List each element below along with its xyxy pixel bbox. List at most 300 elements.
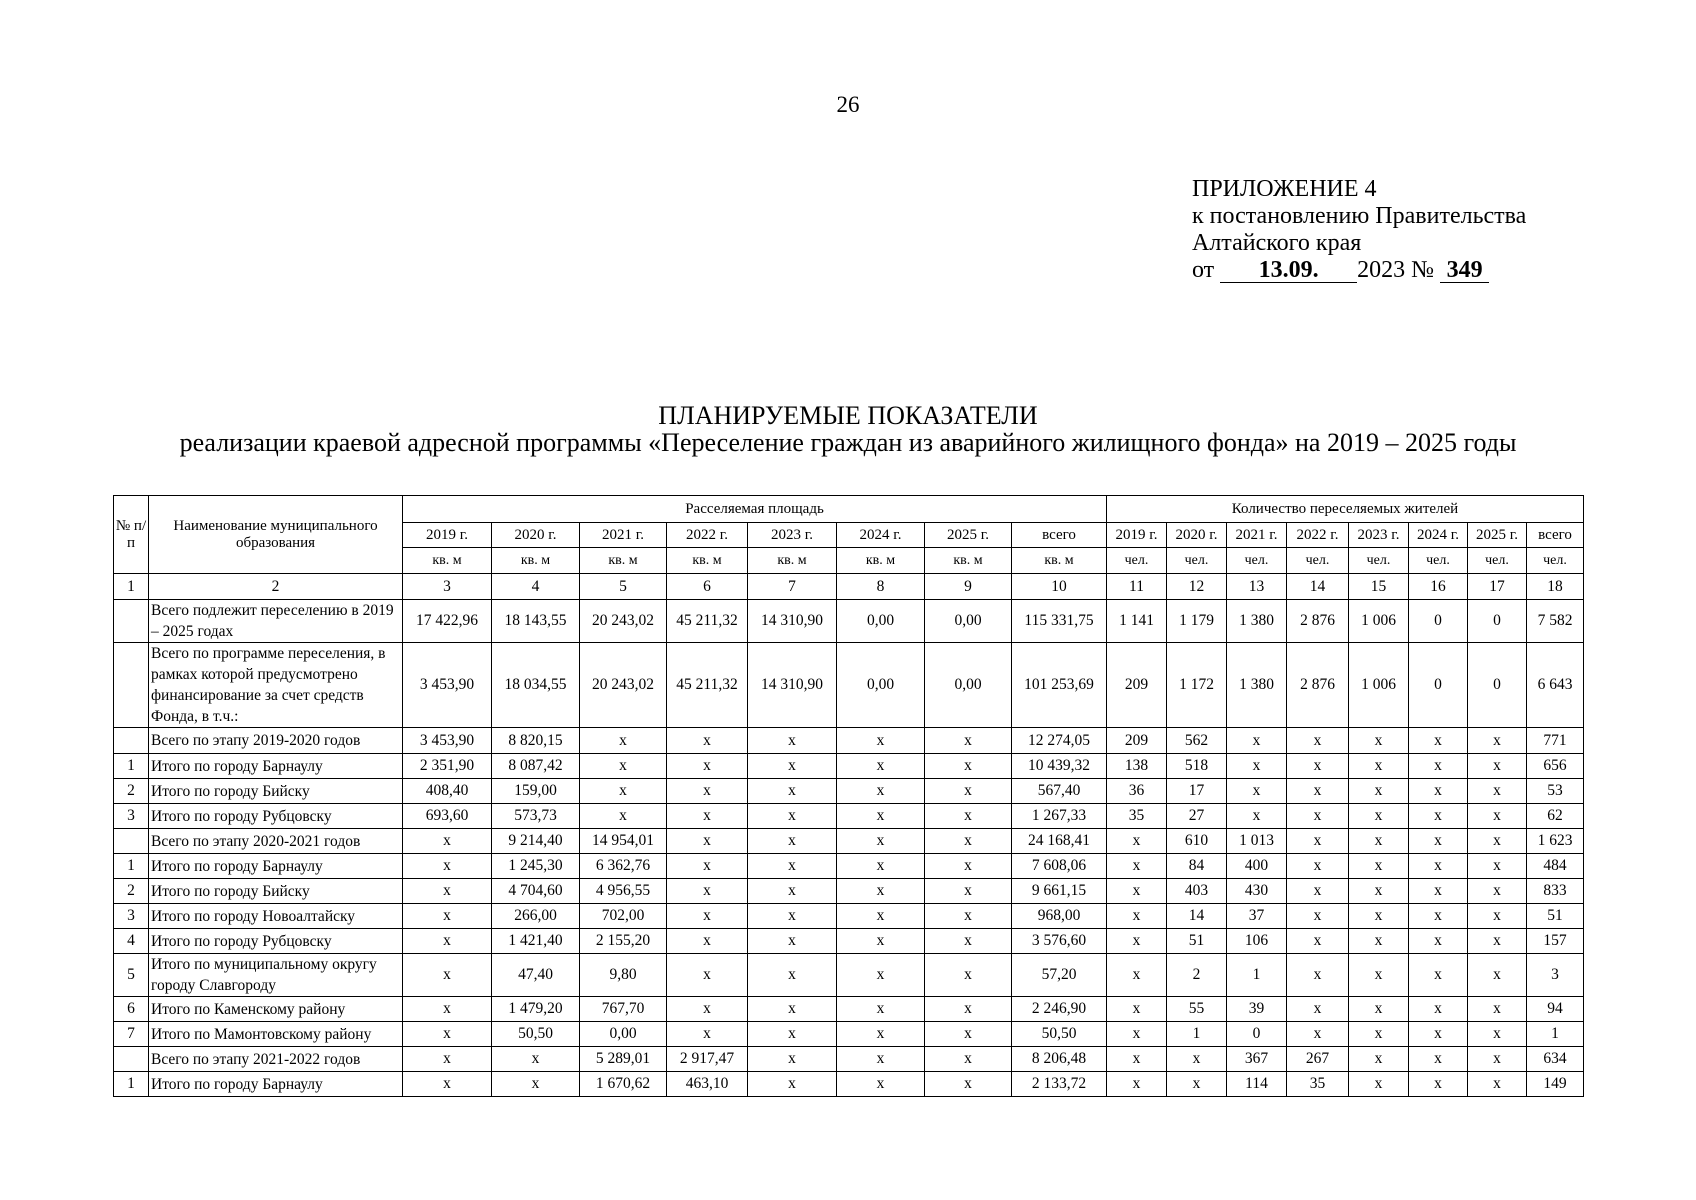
area-value-cell: 47,40 (492, 954, 580, 997)
residents-value-cell: x (1287, 929, 1349, 954)
area-value-cell: 20 243,02 (580, 600, 667, 643)
area-value-cell: x (748, 1047, 837, 1072)
header-residents-year: 2024 г. (1409, 523, 1468, 548)
document-title: ПЛАНИРУЕМЫЕ ПОКАЗАТЕЛИ (658, 401, 1038, 430)
residents-value-cell: x (1107, 1072, 1167, 1097)
column-number: 14 (1287, 574, 1349, 600)
residents-value-cell: 634 (1527, 1047, 1584, 1072)
table-row (114, 1047, 1584, 1072)
residents-value-cell: 209 (1107, 728, 1167, 754)
column-number: 5 (580, 574, 667, 600)
residents-value-cell: x (1349, 904, 1409, 929)
area-value-cell: 18 143,55 (492, 600, 580, 643)
residents-value-cell: 484 (1527, 854, 1584, 879)
residents-value-cell: x (1167, 1072, 1227, 1097)
area-value-cell: 4 704,60 (492, 879, 580, 904)
residents-value-cell: x (1468, 904, 1527, 929)
area-value-cell: 2 133,72 (1012, 1072, 1107, 1097)
area-value-cell: 0,00 (837, 600, 925, 643)
area-value-cell: 3 576,60 (1012, 929, 1107, 954)
municipality-name: Итого по Каменскому району (149, 997, 403, 1022)
area-value-cell: x (837, 997, 925, 1022)
appendix-line-decree: к постановлению Правительства (1192, 203, 1527, 229)
header-area-year: 2019 г. (403, 523, 492, 548)
area-value-cell: x (837, 879, 925, 904)
table-row (114, 954, 1584, 997)
area-value-cell: x (925, 779, 1012, 804)
area-value-cell: x (580, 728, 667, 754)
residents-value-cell: 94 (1527, 997, 1584, 1022)
area-value-cell: 9 214,40 (492, 829, 580, 854)
area-value-cell: 0,00 (925, 643, 1012, 728)
residents-value-cell: x (1167, 1047, 1227, 1072)
residents-value-cell: 209 (1107, 643, 1167, 728)
header-area-group: Расселяемая площадь (403, 496, 1107, 523)
area-value-cell: x (837, 929, 925, 954)
area-value-cell: 3 453,90 (403, 643, 492, 728)
area-value-cell: 767,70 (580, 997, 667, 1022)
column-number: 18 (1527, 574, 1584, 600)
area-value-cell: x (403, 879, 492, 904)
area-value-cell: x (748, 997, 837, 1022)
residents-value-cell: x (1107, 954, 1167, 997)
area-value-cell: x (837, 754, 925, 779)
header-residents-unit: чел. (1287, 548, 1349, 574)
municipality-name: Итого по городу Бийску (149, 879, 403, 904)
residents-value-cell: x (1468, 929, 1527, 954)
table-row (114, 779, 1584, 804)
municipality-name: Итого по городу Барнаулу (149, 1072, 403, 1097)
area-value-cell: x (403, 954, 492, 997)
residents-value-cell: 35 (1287, 1072, 1349, 1097)
area-value-cell: x (580, 804, 667, 829)
municipality-name: Итого по городу Рубцовску (149, 804, 403, 829)
table-row (114, 904, 1584, 929)
table-row (114, 728, 1584, 754)
header-no: № п/п (114, 496, 149, 574)
residents-value-cell: x (1107, 904, 1167, 929)
residents-value-cell: x (1409, 997, 1468, 1022)
area-value-cell: x (667, 804, 748, 829)
header-residents-unit: чел. (1349, 548, 1409, 574)
header-residents-year: 2021 г. (1227, 523, 1287, 548)
column-number: 8 (837, 574, 925, 600)
area-value-cell: x (837, 779, 925, 804)
column-number: 6 (667, 574, 748, 600)
residents-value-cell: x (1409, 904, 1468, 929)
area-value-cell: 24 168,41 (1012, 829, 1107, 854)
residents-value-cell: x (1107, 929, 1167, 954)
area-value-cell: 0,00 (837, 643, 925, 728)
residents-value-cell: x (1468, 728, 1527, 754)
residents-value-cell: 17 (1167, 779, 1227, 804)
residents-value-cell: 771 (1527, 728, 1584, 754)
area-value-cell: 567,40 (1012, 779, 1107, 804)
residents-value-cell: 1 006 (1349, 643, 1409, 728)
residents-value-cell: 84 (1167, 854, 1227, 879)
header-residents-year: всего (1527, 523, 1584, 548)
table-row (114, 879, 1584, 904)
column-number: 2 (149, 574, 403, 600)
residents-value-cell: 0 (1468, 643, 1527, 728)
area-value-cell: x (748, 954, 837, 997)
residents-value-cell: 518 (1167, 754, 1227, 779)
area-value-cell: 1 245,30 (492, 854, 580, 879)
area-value-cell: 2 351,90 (403, 754, 492, 779)
area-value-cell: 4 956,55 (580, 879, 667, 904)
area-value-cell: 1 421,40 (492, 929, 580, 954)
residents-value-cell: 37 (1227, 904, 1287, 929)
area-value-cell: x (667, 929, 748, 954)
residents-value-cell: x (1227, 728, 1287, 754)
area-value-cell: x (925, 954, 1012, 997)
residents-value-cell: x (1227, 804, 1287, 829)
appendix-line-region: Алтайского края (1192, 230, 1362, 256)
area-value-cell: 8 087,42 (492, 754, 580, 779)
header-area-year: всего (1012, 523, 1107, 548)
header-name: Наименование муниципального образования (149, 496, 403, 574)
area-value-cell: 101 253,69 (1012, 643, 1107, 728)
area-value-cell: 1 267,33 (1012, 804, 1107, 829)
residents-value-cell: x (1468, 1047, 1527, 1072)
residents-value-cell: 367 (1227, 1047, 1287, 1072)
residents-value-cell: 1 380 (1227, 600, 1287, 643)
header-area-year: 2024 г. (837, 523, 925, 548)
area-value-cell: x (837, 804, 925, 829)
area-value-cell: 14 310,90 (748, 643, 837, 728)
area-value-cell: 115 331,75 (1012, 600, 1107, 643)
residents-value-cell: x (1409, 954, 1468, 997)
table-row (114, 804, 1584, 829)
area-value-cell: 463,10 (667, 1072, 748, 1097)
header-residents-unit: чел. (1167, 548, 1227, 574)
area-value-cell: 2 917,47 (667, 1047, 748, 1072)
area-value-cell: x (492, 1047, 580, 1072)
residents-value-cell: 27 (1167, 804, 1227, 829)
column-number: 12 (1167, 574, 1227, 600)
header-area-unit: кв. м (1012, 548, 1107, 574)
residents-value-cell: 400 (1227, 854, 1287, 879)
area-value-cell: 6 362,76 (580, 854, 667, 879)
column-number: 10 (1012, 574, 1107, 600)
residents-value-cell: 430 (1227, 879, 1287, 904)
area-value-cell: x (837, 728, 925, 754)
column-number: 17 (1468, 574, 1527, 600)
area-value-cell: x (925, 754, 1012, 779)
residents-value-cell: 0 (1468, 600, 1527, 643)
area-value-cell: x (403, 904, 492, 929)
row-number: 5 (114, 954, 149, 997)
residents-value-cell: 2 876 (1287, 600, 1349, 643)
residents-value-cell: 55 (1167, 997, 1227, 1022)
area-value-cell: x (403, 854, 492, 879)
residents-value-cell: 1 (1227, 954, 1287, 997)
residents-value-cell: 403 (1167, 879, 1227, 904)
column-number: 4 (492, 574, 580, 600)
row-number: 4 (114, 929, 149, 954)
residents-value-cell: x (1468, 1072, 1527, 1097)
area-value-cell: 14 954,01 (580, 829, 667, 854)
area-value-cell: x (748, 904, 837, 929)
area-value-cell: x (748, 728, 837, 754)
area-value-cell: 3 453,90 (403, 728, 492, 754)
area-value-cell: 2 155,20 (580, 929, 667, 954)
residents-value-cell: 35 (1107, 804, 1167, 829)
residents-value-cell: x (1349, 997, 1409, 1022)
area-value-cell: 9 661,15 (1012, 879, 1107, 904)
residents-value-cell: x (1468, 754, 1527, 779)
residents-value-cell: 0 (1409, 643, 1468, 728)
area-value-cell: x (925, 728, 1012, 754)
residents-value-cell: x (1349, 879, 1409, 904)
area-value-cell: 1 479,20 (492, 997, 580, 1022)
header-residents-group: Количество переселяемых жителей (1107, 496, 1584, 523)
residents-value-cell: x (1287, 829, 1349, 854)
area-value-cell: 2 246,90 (1012, 997, 1107, 1022)
residents-value-cell: x (1107, 1022, 1167, 1047)
area-value-cell: x (837, 1022, 925, 1047)
row-number (114, 643, 149, 728)
area-value-cell: 10 439,32 (1012, 754, 1107, 779)
header-area-unit: кв. м (403, 548, 492, 574)
area-value-cell: 8 820,15 (492, 728, 580, 754)
residents-value-cell: x (1287, 754, 1349, 779)
document-subtitle: реализации краевой адресной программы «Переселение граждан из аварийного жилищного фонда» на 2019 – 2025 годы (179, 428, 1517, 457)
municipality-name: Всего по этапу 2021-2022 годов (149, 1047, 403, 1072)
area-value-cell: x (403, 1022, 492, 1047)
residents-value-cell: 36 (1107, 779, 1167, 804)
column-number: 11 (1107, 574, 1167, 600)
residents-value-cell: x (1409, 1072, 1468, 1097)
area-value-cell: x (403, 929, 492, 954)
residents-value-cell: 106 (1227, 929, 1287, 954)
area-value-cell: x (667, 754, 748, 779)
residents-value-cell: x (1409, 804, 1468, 829)
area-value-cell: x (492, 1072, 580, 1097)
residents-value-cell: 1 179 (1167, 600, 1227, 643)
residents-value-cell: x (1349, 804, 1409, 829)
municipality-name: Всего подлежит переселению в 2019 – 2025 годах (149, 600, 403, 643)
residents-value-cell: 1 (1167, 1022, 1227, 1047)
header-residents-unit: чел. (1468, 548, 1527, 574)
area-value-cell: x (403, 997, 492, 1022)
area-value-cell: 8 206,48 (1012, 1047, 1107, 1072)
residents-value-cell: 562 (1167, 728, 1227, 754)
municipality-name: Всего по этапу 2020-2021 годов (149, 829, 403, 854)
row-number: 1 (114, 1072, 149, 1097)
residents-value-cell: 51 (1527, 904, 1584, 929)
header-residents-year: 2022 г. (1287, 523, 1349, 548)
residents-value-cell: x (1349, 1072, 1409, 1097)
residents-value-cell: x (1409, 854, 1468, 879)
area-value-cell: x (748, 754, 837, 779)
residents-value-cell: x (1468, 997, 1527, 1022)
area-value-cell: x (667, 829, 748, 854)
indicators-table (113, 495, 1584, 1097)
row-number: 3 (114, 804, 149, 829)
row-number: 1 (114, 854, 149, 879)
residents-value-cell: 656 (1527, 754, 1584, 779)
residents-value-cell: 3 (1527, 954, 1584, 997)
area-value-cell: x (748, 929, 837, 954)
row-number: 1 (114, 754, 149, 779)
header-area-unit: кв. м (748, 548, 837, 574)
area-value-cell: 9,80 (580, 954, 667, 997)
residents-value-cell: 1 141 (1107, 600, 1167, 643)
residents-value-cell: 7 582 (1527, 600, 1584, 643)
residents-value-cell: x (1409, 829, 1468, 854)
residents-value-cell: 51 (1167, 929, 1227, 954)
area-value-cell: x (748, 829, 837, 854)
area-value-cell: x (403, 1047, 492, 1072)
header-area-year: 2020 г. (492, 523, 580, 548)
residents-value-cell: x (1468, 804, 1527, 829)
row-number (114, 728, 149, 754)
area-value-cell: x (837, 1072, 925, 1097)
area-value-cell: x (837, 854, 925, 879)
area-value-cell: x (748, 1072, 837, 1097)
from-label: от (1192, 257, 1215, 283)
residents-value-cell: x (1468, 854, 1527, 879)
area-value-cell: 45 211,32 (667, 643, 748, 728)
area-value-cell: x (925, 879, 1012, 904)
residents-value-cell: x (1107, 997, 1167, 1022)
header-area-year: 2025 г. (925, 523, 1012, 548)
area-value-cell: x (925, 804, 1012, 829)
residents-value-cell: x (1107, 854, 1167, 879)
residents-value-cell: x (1349, 829, 1409, 854)
municipality-name: Итого по городу Новоалтайску (149, 904, 403, 929)
residents-value-cell: 138 (1107, 754, 1167, 779)
residents-value-cell: x (1287, 954, 1349, 997)
area-value-cell: 17 422,96 (403, 600, 492, 643)
residents-value-cell: x (1107, 1047, 1167, 1072)
residents-value-cell: 149 (1527, 1072, 1584, 1097)
residents-value-cell: x (1349, 779, 1409, 804)
residents-value-cell: x (1409, 1022, 1468, 1047)
area-value-cell: 14 310,90 (748, 600, 837, 643)
area-value-cell: 18 034,55 (492, 643, 580, 728)
row-number: 6 (114, 997, 149, 1022)
area-value-cell: 702,00 (580, 904, 667, 929)
residents-value-cell: 0 (1227, 1022, 1287, 1047)
area-value-cell: x (925, 1022, 1012, 1047)
residents-value-cell: x (1287, 804, 1349, 829)
area-value-cell: 1 670,62 (580, 1072, 667, 1097)
header-residents-year: 2019 г. (1107, 523, 1167, 548)
residents-value-cell: x (1409, 754, 1468, 779)
table-row (114, 754, 1584, 779)
area-value-cell: 693,60 (403, 804, 492, 829)
area-value-cell: x (667, 854, 748, 879)
appendix-title: ПРИЛОЖЕНИЕ 4 (1192, 176, 1377, 202)
residents-value-cell: x (1107, 879, 1167, 904)
area-value-cell: x (925, 929, 1012, 954)
area-value-cell: 0,00 (925, 600, 1012, 643)
residents-value-cell: x (1349, 954, 1409, 997)
residents-value-cell: 53 (1527, 779, 1584, 804)
residents-value-cell: 62 (1527, 804, 1584, 829)
table-row (114, 854, 1584, 879)
area-value-cell: 7 608,06 (1012, 854, 1107, 879)
header-area-unit: кв. м (492, 548, 580, 574)
municipality-name: Всего по этапу 2019-2020 годов (149, 728, 403, 754)
area-value-cell: x (925, 854, 1012, 879)
column-number: 15 (1349, 574, 1409, 600)
residents-value-cell: 1 (1527, 1022, 1584, 1047)
column-number: 16 (1409, 574, 1468, 600)
area-value-cell: x (667, 954, 748, 997)
area-value-cell: x (748, 854, 837, 879)
area-value-cell: x (748, 879, 837, 904)
area-value-cell: x (403, 829, 492, 854)
area-value-cell: x (925, 904, 1012, 929)
area-value-cell: x (837, 904, 925, 929)
header-residents-year: 2025 г. (1468, 523, 1527, 548)
residents-value-cell: 39 (1227, 997, 1287, 1022)
area-value-cell: x (837, 829, 925, 854)
column-number: 7 (748, 574, 837, 600)
table-row (114, 1022, 1584, 1047)
residents-value-cell: x (1349, 754, 1409, 779)
header-residents-year: 2023 г. (1349, 523, 1409, 548)
residents-value-cell: x (1287, 904, 1349, 929)
residents-value-cell: 0 (1409, 600, 1468, 643)
area-value-cell: 50,50 (1012, 1022, 1107, 1047)
municipality-name: Итого по Мамонтовскому району (149, 1022, 403, 1047)
area-value-cell: x (403, 1072, 492, 1097)
row-number (114, 600, 149, 643)
header-area-unit: кв. м (925, 548, 1012, 574)
municipality-name: Итого по городу Барнаулу (149, 854, 403, 879)
residents-value-cell: x (1227, 779, 1287, 804)
residents-value-cell: x (1409, 879, 1468, 904)
area-value-cell: 968,00 (1012, 904, 1107, 929)
area-value-cell: 573,73 (492, 804, 580, 829)
residents-value-cell: x (1287, 1022, 1349, 1047)
area-value-cell: 57,20 (1012, 954, 1107, 997)
decree-date: 13.09. (1220, 258, 1357, 283)
table-row (114, 600, 1584, 643)
residents-value-cell: 14 (1167, 904, 1227, 929)
header-area-unit: кв. м (580, 548, 667, 574)
appendix-date-line (1192, 257, 1526, 284)
area-value-cell: 20 243,02 (580, 643, 667, 728)
area-value-cell: x (748, 779, 837, 804)
residents-value-cell: x (1227, 754, 1287, 779)
header-area-unit: кв. м (667, 548, 748, 574)
residents-value-cell: 1 013 (1227, 829, 1287, 854)
area-value-cell: x (925, 997, 1012, 1022)
residents-value-cell: 1 623 (1527, 829, 1584, 854)
header-area-unit: кв. м (837, 548, 925, 574)
residents-value-cell: 6 643 (1527, 643, 1584, 728)
municipality-name: Итого по городу Бийску (149, 779, 403, 804)
residents-value-cell: 1 006 (1349, 600, 1409, 643)
header-area-year: 2023 г. (748, 523, 837, 548)
residents-value-cell: x (1349, 854, 1409, 879)
area-value-cell: x (925, 1047, 1012, 1072)
table-row (114, 929, 1584, 954)
residents-value-cell: x (1409, 779, 1468, 804)
residents-value-cell: 267 (1287, 1047, 1349, 1072)
area-value-cell: 408,40 (403, 779, 492, 804)
area-value-cell: x (580, 779, 667, 804)
header-area-year: 2021 г. (580, 523, 667, 548)
area-value-cell: 266,00 (492, 904, 580, 929)
residents-value-cell: 1 172 (1167, 643, 1227, 728)
decree-number: 349 (1440, 258, 1489, 283)
